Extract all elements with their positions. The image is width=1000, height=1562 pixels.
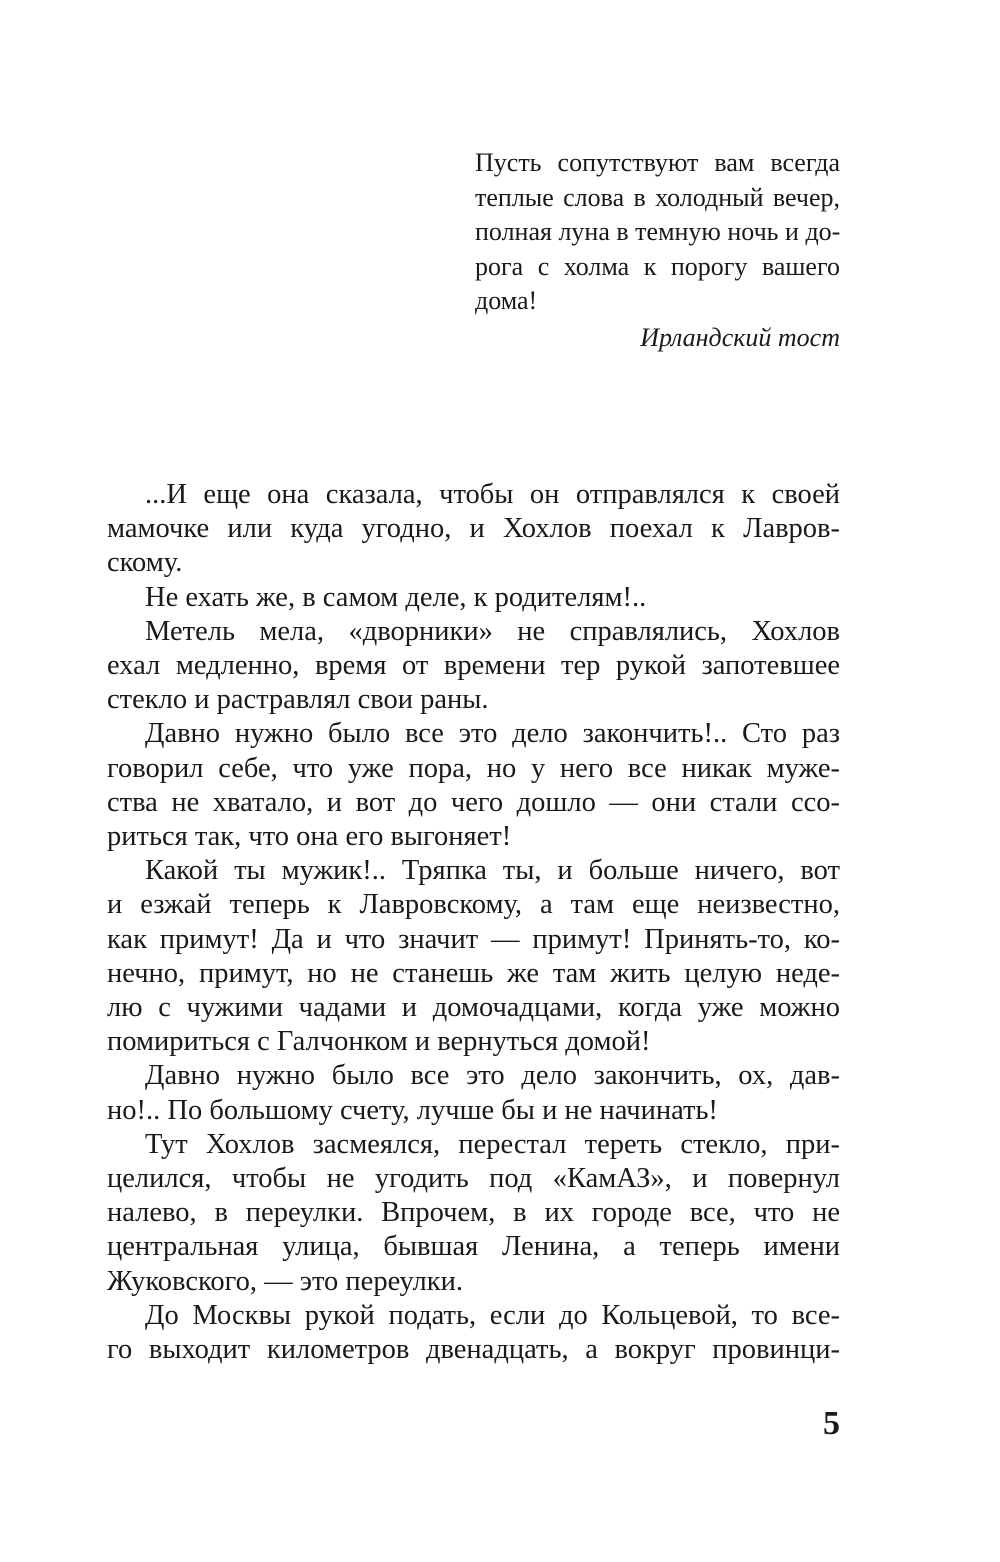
text-line: мамочке или куда угодно, и Хохлов поехал к Лавров-: [107, 513, 840, 545]
text-line: и езжай теперь к Лавровскому, а там еще неизвестно,: [107, 889, 840, 921]
text-line: лю с чужими чадами и домочадцами, когда уже можно: [107, 992, 840, 1024]
text-line: риться так, что она его выгоняет!: [107, 821, 512, 853]
paragraph: [107, 1059, 840, 1127]
paragraph: [107, 1299, 840, 1367]
epigraph-line: теплые слова в холодный вечер,: [475, 182, 840, 212]
epigraph: [475, 146, 840, 355]
text-line: ...И еще она сказала, чтобы он отправлялся к своей: [145, 479, 840, 510]
text-line: Жуковского, — это переулки.: [107, 1265, 463, 1297]
epigraph-line: Пусть сопутствуют вам всегда: [475, 148, 840, 177]
text-line: помириться с Галчонком и вернуться домой!: [107, 1026, 651, 1058]
text-line: стекло и растравлял свои раны.: [107, 684, 489, 716]
text-line: ства не хватало, и вот до чего дошло — они стали ссо-: [107, 786, 840, 818]
text-line: налево, в переулки. Впрочем, в их городе все, что не: [107, 1197, 840, 1229]
text-line: скому.: [107, 547, 183, 579]
epigraph-line: рога с холма к порогу вашего: [475, 251, 840, 281]
text-line: Не ехать же, в самом деле, к родителям!..: [145, 581, 647, 613]
text-line: Давно нужно было все это дело закончить, ох, дав-: [145, 1060, 840, 1092]
text-line: Давно нужно было все это дело закончить!.. Сто раз: [145, 718, 840, 750]
paragraph: [107, 717, 840, 854]
paragraph: [107, 478, 840, 581]
text-line: Тут Хохлов засмеялся, перестал тереть стекло, при-: [145, 1128, 840, 1160]
text-line: как примут! Да и что значит — примут! Принять-то, ко-: [107, 923, 840, 955]
text-line: но!.. По большому счету, лучше бы и не начинать!: [107, 1094, 718, 1126]
paragraph: [107, 854, 840, 1059]
epigraph-line: полная луна в темную ночь и до-: [475, 217, 841, 246]
text-line: Какой ты мужик!.. Тряпка ты, и больше ничего, вот: [145, 855, 840, 887]
paragraph: [107, 581, 840, 615]
text-line: Метель мела, «дворники» не справлялись, Хохлов: [145, 615, 840, 647]
body-text: [107, 478, 840, 1367]
text-line: целился, чтобы не угодить под «КамАЗ», и повернул: [107, 1163, 840, 1195]
paragraph: [107, 1128, 840, 1299]
paragraph: [107, 615, 840, 718]
text-line: ехал медленно, время от времени тер рукой запотевшее: [107, 650, 840, 682]
page-number: 5: [823, 1405, 840, 1442]
epigraph-line: дома!: [475, 286, 538, 315]
text-line: центральная улица, бывшая Ленина, а теперь имени: [107, 1231, 840, 1263]
text-line: говорил себе, что уже пора, но у него все никак муже-: [107, 752, 840, 784]
epigraph-source: Ирландский тост: [640, 322, 840, 352]
text-line: го выходит километров двенадцать, а вокруг провинци-: [107, 1334, 840, 1366]
text-line: До Москвы рукой подать, если до Кольцевой, то все-: [145, 1299, 840, 1331]
text-line: нечно, примут, но не станешь же там жить целую неде-: [107, 957, 840, 989]
